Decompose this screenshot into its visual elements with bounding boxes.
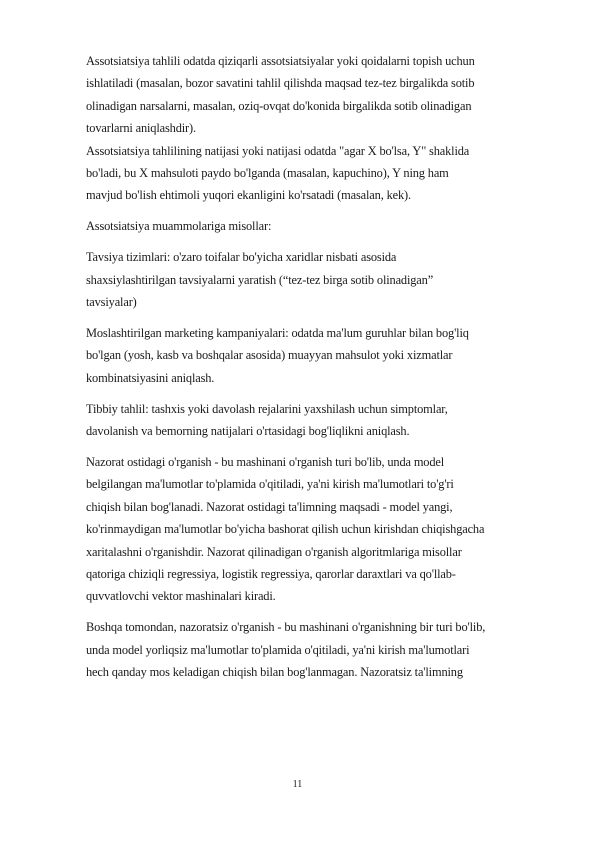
text-line: quvvatlovchi vektor mashinalari kiradi. xyxy=(86,589,276,604)
text-line: Tibbiy tahlil: tashxis yoki davolash rejalarini yaxshilash uchun simptomlar, xyxy=(86,401,448,416)
text-line: unda model yorliqsiz ma'lumotlar to'plamida o'qitiladi, ya'ni kirish ma'lumotlari xyxy=(86,642,470,657)
text-line: olinadigan narsalarni, masalan, oziq-ovqat do'konida birgalikda sotib olinadigan xyxy=(86,98,472,113)
paragraph-association-analysis xyxy=(86,50,554,140)
text-line: Assotsiatsiya tahlilining natijasi yoki natijasi odatda "agar X bo'lsa, Y" shaklida xyxy=(86,143,470,158)
text-line: ishlatiladi (masalan, bozor savatini tahlil qilishda maqsad tez-tez birgalikda sotib xyxy=(86,76,475,91)
text-line: qatoriga chiziqli regressiya, logistik regressiya, qarorlar daraxtlari va qo'llab- xyxy=(86,567,456,582)
text-line: tavsiyalar) xyxy=(86,295,137,310)
text-line: bo'lgan (yosh, kasb va boshqalar asosida) muayyan mahsulot yoki xizmatlar xyxy=(86,348,453,363)
text-line: chiqish bilan bog'lanadi. Nazorat ostidagi ta'limning maqsadi - model yangi, xyxy=(86,499,453,514)
text-line: ko'rinmaydigan ma'lumotlar bo'yicha bashorat qilish uchun kirishdan chiqishgacha xyxy=(86,522,485,537)
text-line: mavjud bo'lish ehtimoli yuqori ekanligini ko'rsatadi (masalan, kek). xyxy=(86,188,411,203)
paragraph-recommendation-systems xyxy=(86,246,554,313)
paragraph-examples-heading xyxy=(86,215,554,237)
text-line: shaxsiylashtirilgan tavsiyalarni yaratish (“tez-tez birga sotib olinadigan” xyxy=(86,272,434,287)
text-line: Nazorat ostidagi o'rganish - bu mashinani o'rganish turi bo'lib, unda model xyxy=(86,455,445,469)
paragraph-association-result xyxy=(86,140,554,207)
text-line: Tavsiya tizimlari: o'zaro toifalar bo'yicha xaridlar nisbati asosida xyxy=(86,250,397,265)
paragraph-unsupervised-learning xyxy=(86,616,554,683)
text-line: belgilangan ma'lumotlar to'plamida o'qitiladi, ya'ni kirish ma'lumotlari to'g'ri xyxy=(86,477,454,492)
text-line: xaritalashni o'rganishdir. Nazorat qilinadigan o'rganish algoritmlariga misollar xyxy=(86,544,462,559)
paragraph-supervised-learning xyxy=(86,451,554,608)
text-line: tovarlarni aniqlashdir). xyxy=(86,121,196,136)
text-line: bo'ladi, bu X mahsuloti paydo bo'lganda (masalan, kapuchino), Y ning ham xyxy=(86,166,449,181)
text-line: davolanish va bemorning natijalari o'rtasidagi bog'liqlikni aniqlash. xyxy=(86,424,410,439)
text-line: Moslashtirilgan marketing kampaniyalari: odatda ma'lum guruhlar bilan bog'liq xyxy=(86,325,469,340)
text-line: kombinatsiyasini aniqlash. xyxy=(86,370,215,385)
text-line: Assotsiatsiya muammolariga misollar: xyxy=(86,219,272,234)
text-line: hech qanday mos keladigan chiqish bilan bog'lanmagan. Nazoratsiz ta'limning xyxy=(86,665,463,680)
document-body xyxy=(86,50,554,684)
text-line: Boshqa tomondan, nazoratsiz o'rganish - bu mashinani o'rganishning bir turi bo'lib, xyxy=(86,620,486,635)
text-line: Assotsiatsiya tahlili odatda qiziqarli assotsiatsiyalar yoki qoidalarni topish uchun xyxy=(86,54,475,68)
page-number: 11 xyxy=(292,779,303,790)
paragraph-marketing-campaigns xyxy=(86,322,554,389)
paragraph-medical-analysis xyxy=(86,398,554,443)
